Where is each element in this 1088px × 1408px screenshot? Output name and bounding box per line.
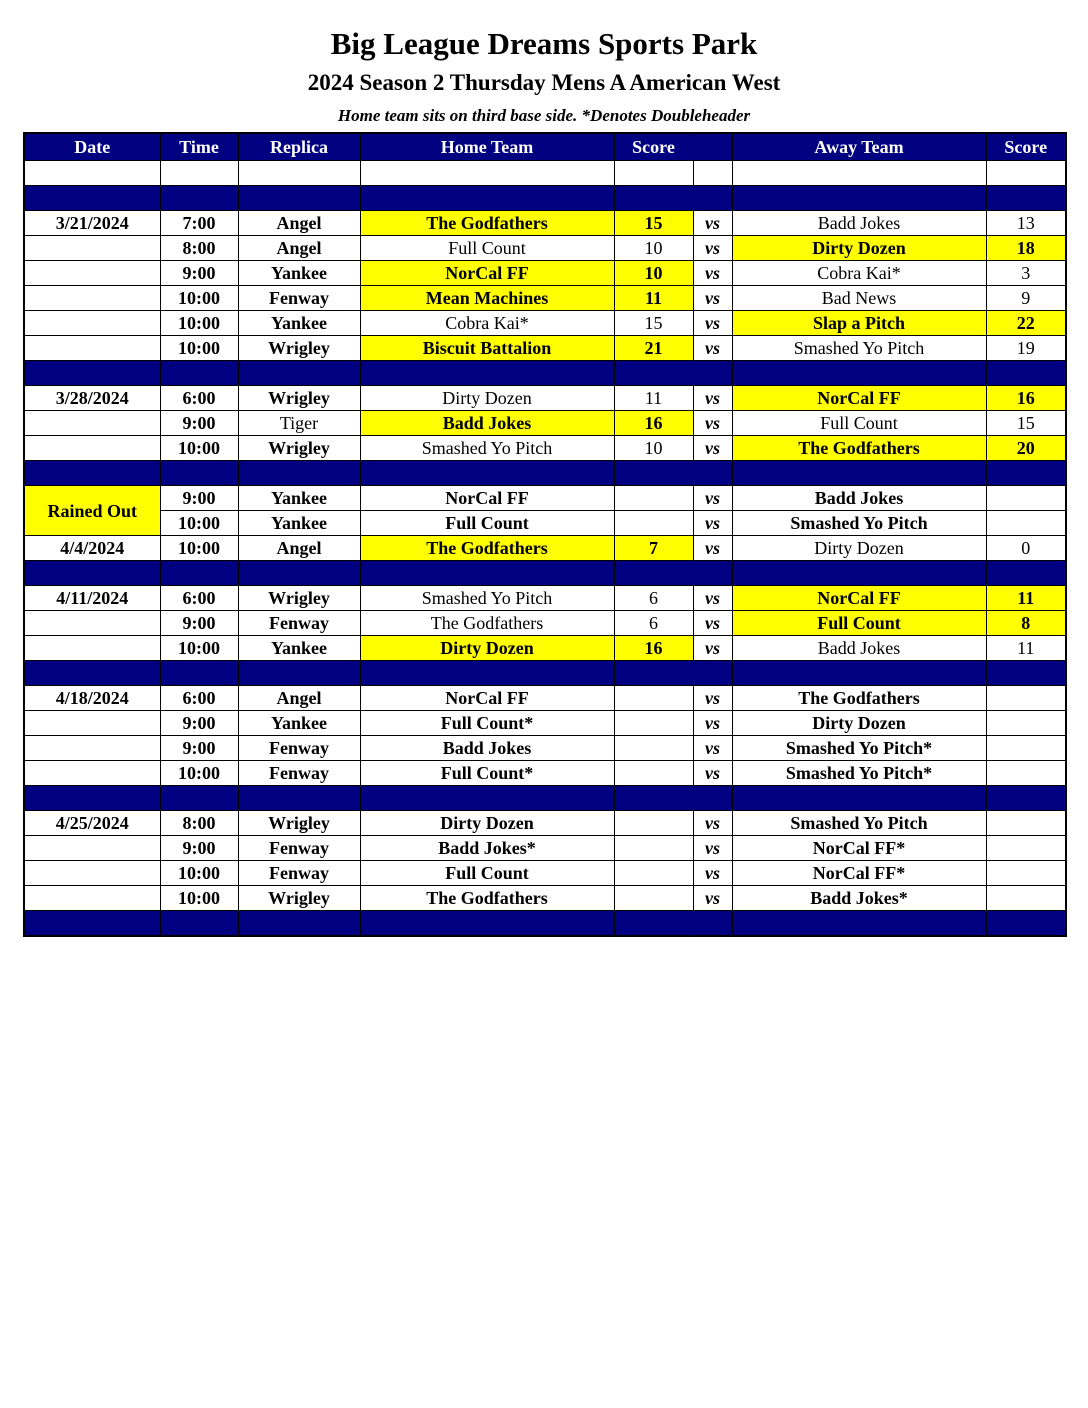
empty-cell (160, 661, 238, 686)
empty-cell (238, 461, 360, 486)
home-score-cell: 15 (614, 311, 693, 336)
away-score-cell (986, 486, 1066, 511)
separator-row (24, 661, 1066, 686)
date-cell (24, 286, 160, 311)
empty-row (24, 161, 1066, 186)
vs-cell: vs (693, 486, 732, 511)
away-score-cell: 19 (986, 336, 1066, 361)
empty-cell (360, 561, 614, 586)
empty-cell (160, 161, 238, 186)
time-cell: 6:00 (160, 586, 238, 611)
away-team-cell: Badd Jokes (732, 211, 986, 236)
date-cell (24, 611, 160, 636)
away-team-cell: The Godfathers (732, 686, 986, 711)
empty-cell (986, 361, 1066, 386)
home-score-cell (614, 736, 693, 761)
away-score-cell (986, 711, 1066, 736)
home-team-cell: Dirty Dozen (360, 811, 614, 836)
empty-cell (24, 161, 160, 186)
date-cell (24, 836, 160, 861)
away-score-cell: 18 (986, 236, 1066, 261)
separator-row (24, 561, 1066, 586)
time-cell: 10:00 (160, 536, 238, 561)
empty-cell (986, 561, 1066, 586)
home-score-cell: 6 (614, 586, 693, 611)
empty-cell (693, 186, 732, 211)
empty-cell (160, 786, 238, 811)
replica-cell: Tiger (238, 411, 360, 436)
home-team-cell: Full Count* (360, 711, 614, 736)
empty-cell (238, 361, 360, 386)
date-cell (24, 261, 160, 286)
home-score-cell: 6 (614, 611, 693, 636)
vs-cell: vs (693, 836, 732, 861)
home-team-cell: The Godfathers (360, 211, 614, 236)
home-team-cell: The Godfathers (360, 611, 614, 636)
date-cell (24, 336, 160, 361)
vs-cell: vs (693, 236, 732, 261)
game-row (24, 511, 1066, 536)
time-cell: 9:00 (160, 611, 238, 636)
away-score-cell: 22 (986, 311, 1066, 336)
away-score-cell: 16 (986, 386, 1066, 411)
away-score-cell (986, 886, 1066, 911)
column-header-date: Date (24, 133, 160, 161)
home-score-cell: 16 (614, 636, 693, 661)
empty-cell (986, 661, 1066, 686)
empty-cell (360, 911, 614, 937)
time-cell: 10:00 (160, 861, 238, 886)
away-team-cell: Badd Jokes* (732, 886, 986, 911)
home-team-cell: Badd Jokes* (360, 836, 614, 861)
empty-cell (986, 911, 1066, 937)
game-row (24, 761, 1066, 786)
home-score-cell: 21 (614, 336, 693, 361)
time-cell: 6:00 (160, 686, 238, 711)
away-team-cell: Slap a Pitch (732, 311, 986, 336)
date-cell (24, 436, 160, 461)
replica-cell: Fenway (238, 736, 360, 761)
empty-cell (24, 786, 160, 811)
replica-cell: Wrigley (238, 386, 360, 411)
date-cell (24, 736, 160, 761)
time-cell: 9:00 (160, 736, 238, 761)
replica-cell: Yankee (238, 486, 360, 511)
empty-cell (732, 561, 986, 586)
separator-row (24, 786, 1066, 811)
empty-cell (160, 186, 238, 211)
empty-cell (24, 186, 160, 211)
home-team-cell: Badd Jokes (360, 411, 614, 436)
away-score-cell (986, 736, 1066, 761)
empty-cell (614, 786, 693, 811)
empty-cell (986, 461, 1066, 486)
game-row (24, 436, 1066, 461)
game-row (24, 611, 1066, 636)
replica-cell: Fenway (238, 861, 360, 886)
vs-cell: vs (693, 536, 732, 561)
replica-cell: Angel (238, 236, 360, 261)
home-score-cell (614, 861, 693, 886)
away-team-cell: Smashed Yo Pitch (732, 511, 986, 536)
game-row (24, 536, 1066, 561)
away-team-cell: NorCal FF* (732, 861, 986, 886)
empty-cell (238, 661, 360, 686)
time-cell: 9:00 (160, 836, 238, 861)
separator-row (24, 461, 1066, 486)
column-header-replica: Replica (238, 133, 360, 161)
home-team-cell: Full Count (360, 236, 614, 261)
column-header-away-team: Away Team (732, 133, 986, 161)
game-row (24, 736, 1066, 761)
game-row (24, 286, 1066, 311)
away-score-cell: 15 (986, 411, 1066, 436)
away-team-cell: Badd Jokes (732, 636, 986, 661)
date-cell (24, 636, 160, 661)
empty-cell (360, 786, 614, 811)
away-team-cell: Dirty Dozen (732, 236, 986, 261)
away-team-cell: The Godfathers (732, 436, 986, 461)
time-cell: 10:00 (160, 436, 238, 461)
home-team-cell: The Godfathers (360, 536, 614, 561)
empty-cell (238, 911, 360, 937)
away-team-cell: Smashed Yo Pitch (732, 336, 986, 361)
away-team-cell: Full Count (732, 611, 986, 636)
home-score-cell (614, 686, 693, 711)
away-score-cell (986, 761, 1066, 786)
empty-cell (732, 661, 986, 686)
replica-cell: Angel (238, 536, 360, 561)
column-header-vs (693, 133, 732, 161)
away-team-cell: Full Count (732, 411, 986, 436)
empty-cell (238, 186, 360, 211)
empty-cell (693, 461, 732, 486)
game-row (24, 711, 1066, 736)
empty-cell (160, 561, 238, 586)
header-row (24, 133, 1066, 161)
vs-cell: vs (693, 261, 732, 286)
vs-cell: vs (693, 686, 732, 711)
empty-cell (693, 561, 732, 586)
empty-cell (238, 161, 360, 186)
column-header-home-score: Score (614, 133, 693, 161)
date-cell (24, 861, 160, 886)
empty-cell (24, 361, 160, 386)
empty-cell (614, 186, 693, 211)
time-cell: 9:00 (160, 261, 238, 286)
home-team-cell: Smashed Yo Pitch (360, 436, 614, 461)
away-score-cell: 8 (986, 611, 1066, 636)
away-score-cell: 0 (986, 536, 1066, 561)
game-row (24, 486, 1066, 511)
separator-row (24, 911, 1066, 937)
time-cell: 9:00 (160, 486, 238, 511)
away-team-cell: NorCal FF (732, 586, 986, 611)
away-score-cell: 11 (986, 636, 1066, 661)
home-score-cell: 11 (614, 386, 693, 411)
date-cell (24, 236, 160, 261)
vs-cell: vs (693, 611, 732, 636)
date-cell: 3/28/2024 (24, 386, 160, 411)
empty-cell (986, 786, 1066, 811)
vs-cell: vs (693, 511, 732, 536)
away-team-cell: Badd Jokes (732, 486, 986, 511)
empty-cell (160, 361, 238, 386)
away-team-cell: Smashed Yo Pitch* (732, 736, 986, 761)
away-team-cell: Cobra Kai* (732, 261, 986, 286)
home-team-cell: Dirty Dozen (360, 636, 614, 661)
replica-cell: Wrigley (238, 586, 360, 611)
vs-cell: vs (693, 711, 732, 736)
replica-cell: Wrigley (238, 811, 360, 836)
schedule-note: Home team sits on third base side. *Denotes Doubleheader (337, 106, 751, 125)
home-score-cell (614, 886, 693, 911)
vs-cell: vs (693, 411, 732, 436)
home-score-cell: 15 (614, 211, 693, 236)
date-cell (24, 711, 160, 736)
time-cell: 8:00 (160, 236, 238, 261)
time-cell: 8:00 (160, 811, 238, 836)
replica-cell: Yankee (238, 311, 360, 336)
replica-cell: Wrigley (238, 336, 360, 361)
empty-cell (360, 461, 614, 486)
empty-cell (24, 561, 160, 586)
home-team-cell: Full Count (360, 511, 614, 536)
column-header-time: Time (160, 133, 238, 161)
vs-cell: vs (693, 761, 732, 786)
empty-cell (732, 186, 986, 211)
empty-cell (360, 186, 614, 211)
empty-cell (360, 661, 614, 686)
replica-cell: Fenway (238, 611, 360, 636)
date-cell (24, 411, 160, 436)
home-score-cell: 10 (614, 236, 693, 261)
empty-cell (693, 161, 732, 186)
time-cell: 10:00 (160, 336, 238, 361)
game-row (24, 811, 1066, 836)
replica-cell: Yankee (238, 636, 360, 661)
game-row (24, 886, 1066, 911)
time-cell: 9:00 (160, 411, 238, 436)
separator-row (24, 361, 1066, 386)
date-cell: 3/21/2024 (24, 211, 160, 236)
empty-cell (732, 161, 986, 186)
away-score-cell: 13 (986, 211, 1066, 236)
date-cell: 4/11/2024 (24, 586, 160, 611)
vs-cell: vs (693, 436, 732, 461)
home-score-cell (614, 811, 693, 836)
vs-cell: vs (693, 736, 732, 761)
empty-cell (360, 361, 614, 386)
home-team-cell: Full Count* (360, 761, 614, 786)
column-header-away-score: Score (986, 133, 1066, 161)
away-score-cell (986, 511, 1066, 536)
empty-cell (614, 461, 693, 486)
home-score-cell (614, 486, 693, 511)
empty-cell (360, 161, 614, 186)
replica-cell: Fenway (238, 286, 360, 311)
time-cell: 10:00 (160, 286, 238, 311)
time-cell: 6:00 (160, 386, 238, 411)
schedule-table (23, 132, 1067, 937)
home-team-cell: NorCal FF (360, 486, 614, 511)
empty-cell (732, 361, 986, 386)
away-score-cell: 11 (986, 586, 1066, 611)
time-cell: 9:00 (160, 711, 238, 736)
replica-cell: Yankee (238, 511, 360, 536)
home-team-cell: Biscuit Battalion (360, 336, 614, 361)
home-score-cell: 16 (614, 411, 693, 436)
away-score-cell (986, 836, 1066, 861)
empty-cell (238, 786, 360, 811)
home-team-cell: Cobra Kai* (360, 311, 614, 336)
game-row (24, 586, 1066, 611)
rained-out-label: Rained Out (24, 486, 160, 536)
empty-cell (986, 161, 1066, 186)
replica-cell: Wrigley (238, 886, 360, 911)
time-cell: 10:00 (160, 761, 238, 786)
game-row (24, 211, 1066, 236)
away-score-cell: 3 (986, 261, 1066, 286)
date-cell (24, 886, 160, 911)
home-team-cell: The Godfathers (360, 886, 614, 911)
empty-cell (693, 786, 732, 811)
home-score-cell (614, 711, 693, 736)
empty-cell (160, 461, 238, 486)
vs-cell: vs (693, 886, 732, 911)
vs-cell: vs (693, 211, 732, 236)
time-cell: 7:00 (160, 211, 238, 236)
date-cell: 4/25/2024 (24, 811, 160, 836)
game-row (24, 836, 1066, 861)
replica-cell: Angel (238, 211, 360, 236)
away-team-cell: NorCal FF (732, 386, 986, 411)
home-team-cell: Mean Machines (360, 286, 614, 311)
replica-cell: Wrigley (238, 436, 360, 461)
empty-cell (160, 911, 238, 937)
home-score-cell: 10 (614, 261, 693, 286)
away-team-cell: Dirty Dozen (732, 536, 986, 561)
time-cell: 10:00 (160, 311, 238, 336)
date-cell: 4/4/2024 (24, 536, 160, 561)
vs-cell: vs (693, 311, 732, 336)
empty-cell (24, 911, 160, 937)
away-score-cell (986, 686, 1066, 711)
date-cell (24, 311, 160, 336)
vs-cell: vs (693, 861, 732, 886)
empty-cell (24, 661, 160, 686)
replica-cell: Yankee (238, 261, 360, 286)
empty-cell (614, 661, 693, 686)
away-score-cell: 9 (986, 286, 1066, 311)
game-row (24, 686, 1066, 711)
empty-cell (693, 661, 732, 686)
home-team-cell: Badd Jokes (360, 736, 614, 761)
game-row (24, 236, 1066, 261)
replica-cell: Yankee (238, 711, 360, 736)
empty-cell (732, 786, 986, 811)
empty-cell (614, 561, 693, 586)
away-score-cell: 20 (986, 436, 1066, 461)
empty-cell (693, 361, 732, 386)
page-subtitle: 2024 Season 2 Thursday Mens A American West (307, 70, 781, 95)
vs-cell: vs (693, 586, 732, 611)
empty-cell (732, 461, 986, 486)
empty-cell (693, 911, 732, 937)
page-title: Big League Dreams Sports Park (330, 26, 758, 61)
separator-row (24, 186, 1066, 211)
game-row (24, 636, 1066, 661)
home-score-cell: 11 (614, 286, 693, 311)
column-header-home-team: Home Team (360, 133, 614, 161)
game-row (24, 261, 1066, 286)
away-team-cell: Dirty Dozen (732, 711, 986, 736)
home-team-cell: Dirty Dozen (360, 386, 614, 411)
empty-cell (614, 161, 693, 186)
home-team-cell: NorCal FF (360, 686, 614, 711)
replica-cell: Fenway (238, 836, 360, 861)
home-score-cell: 10 (614, 436, 693, 461)
home-score-cell (614, 511, 693, 536)
time-cell: 10:00 (160, 511, 238, 536)
empty-cell (614, 911, 693, 937)
date-cell (24, 761, 160, 786)
away-team-cell: NorCal FF* (732, 836, 986, 861)
vs-cell: vs (693, 336, 732, 361)
empty-cell (238, 561, 360, 586)
vs-cell: vs (693, 811, 732, 836)
away-team-cell: Bad News (732, 286, 986, 311)
game-row (24, 311, 1066, 336)
replica-cell: Angel (238, 686, 360, 711)
away-score-cell (986, 861, 1066, 886)
game-row (24, 386, 1066, 411)
date-cell: 4/18/2024 (24, 686, 160, 711)
time-cell: 10:00 (160, 636, 238, 661)
away-score-cell (986, 811, 1066, 836)
home-score-cell (614, 761, 693, 786)
game-row (24, 336, 1066, 361)
home-team-cell: Smashed Yo Pitch (360, 586, 614, 611)
empty-cell (24, 461, 160, 486)
home-score-cell: 7 (614, 536, 693, 561)
away-team-cell: Smashed Yo Pitch (732, 811, 986, 836)
vs-cell: vs (693, 636, 732, 661)
replica-cell: Fenway (238, 761, 360, 786)
vs-cell: vs (693, 286, 732, 311)
vs-cell: vs (693, 386, 732, 411)
away-team-cell: Smashed Yo Pitch* (732, 761, 986, 786)
game-row (24, 411, 1066, 436)
time-cell: 10:00 (160, 886, 238, 911)
home-score-cell (614, 836, 693, 861)
empty-cell (614, 361, 693, 386)
game-row (24, 861, 1066, 886)
home-team-cell: NorCal FF (360, 261, 614, 286)
home-team-cell: Full Count (360, 861, 614, 886)
empty-cell (732, 911, 986, 937)
empty-cell (986, 186, 1066, 211)
